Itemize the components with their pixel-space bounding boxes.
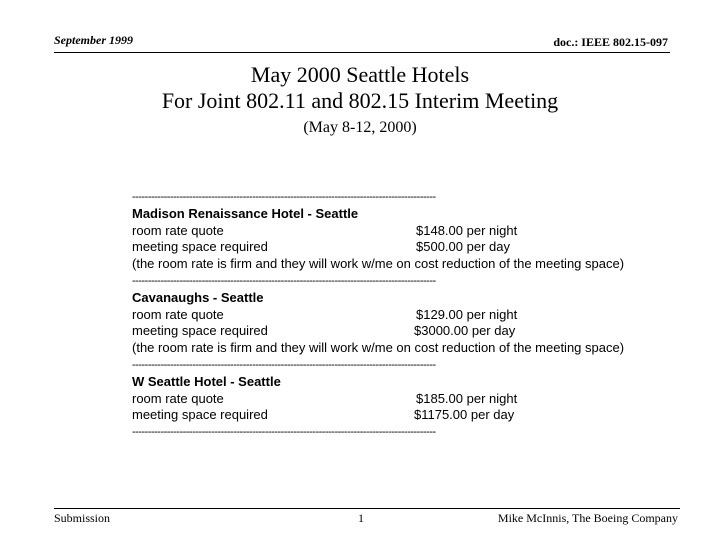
meeting-space-label: meeting space required <box>132 239 268 255</box>
footer-rule <box>54 508 680 509</box>
meeting-dates: (May 8-12, 2000) <box>303 119 417 136</box>
hotel-note: (the room rate is firm and they will work w/me on cost reduction of the meeting space) <box>132 340 625 356</box>
hotel-name: W Seattle Hotel - Seattle <box>132 373 281 389</box>
room-rate-value: $185.00 per night <box>416 390 518 406</box>
slide-title-line1: May 2000 Seattle Hotels <box>250 62 470 87</box>
hotel-list <box>132 189 692 441</box>
header-rule <box>54 52 670 53</box>
separator: ------------------------------------------------------------------------------------------------ <box>132 426 436 439</box>
meeting-space-row <box>132 239 692 256</box>
room-rate-label: room rate quote <box>132 390 224 406</box>
meeting-space-label: meeting space required <box>132 323 268 339</box>
separator: ------------------------------------------------------------------------------------------------ <box>132 191 436 203</box>
meeting-space-row <box>132 323 692 340</box>
meeting-space-label: meeting space required <box>132 407 268 423</box>
room-rate-row <box>132 391 692 408</box>
page-number: 1 <box>358 511 364 525</box>
separator: ------------------------------------------------------------------------------------------------ <box>132 358 436 371</box>
room-rate-value: $129.00 per night <box>416 306 518 322</box>
meeting-space-value: $1175.00 per day <box>414 407 515 423</box>
room-rate-label: room rate quote <box>132 222 224 238</box>
room-rate-label: room rate quote <box>132 306 224 322</box>
room-rate-value: $148.00 per night <box>416 222 518 238</box>
meeting-space-value: $500.00 per day <box>416 239 510 255</box>
hotel-name: Cavanaughs - Seattle <box>132 289 264 305</box>
slide-title-line2: For Joint 802.11 and 802.15 Interim Meeting <box>161 88 559 113</box>
separator: ------------------------------------------------------------------------------------------------ <box>132 274 436 287</box>
footer-author: Mike McInnis, The Boeing Company <box>497 511 678 525</box>
header-doc-id: doc.: IEEE 802.15-097 <box>553 35 668 49</box>
meeting-space-value: $3000.00 per day <box>414 323 516 339</box>
footer-submission: Submission <box>54 511 111 525</box>
room-rate-row <box>132 223 692 240</box>
hotel-note: (the room rate is firm and they will work w/me on cost reduction of the meeting space) <box>132 256 625 272</box>
hotel-name: Madison Renaissance Hotel - Seattle <box>132 205 359 221</box>
meeting-space-row <box>132 407 692 424</box>
header-date: September 1999 <box>54 33 133 47</box>
room-rate-row <box>132 307 692 324</box>
